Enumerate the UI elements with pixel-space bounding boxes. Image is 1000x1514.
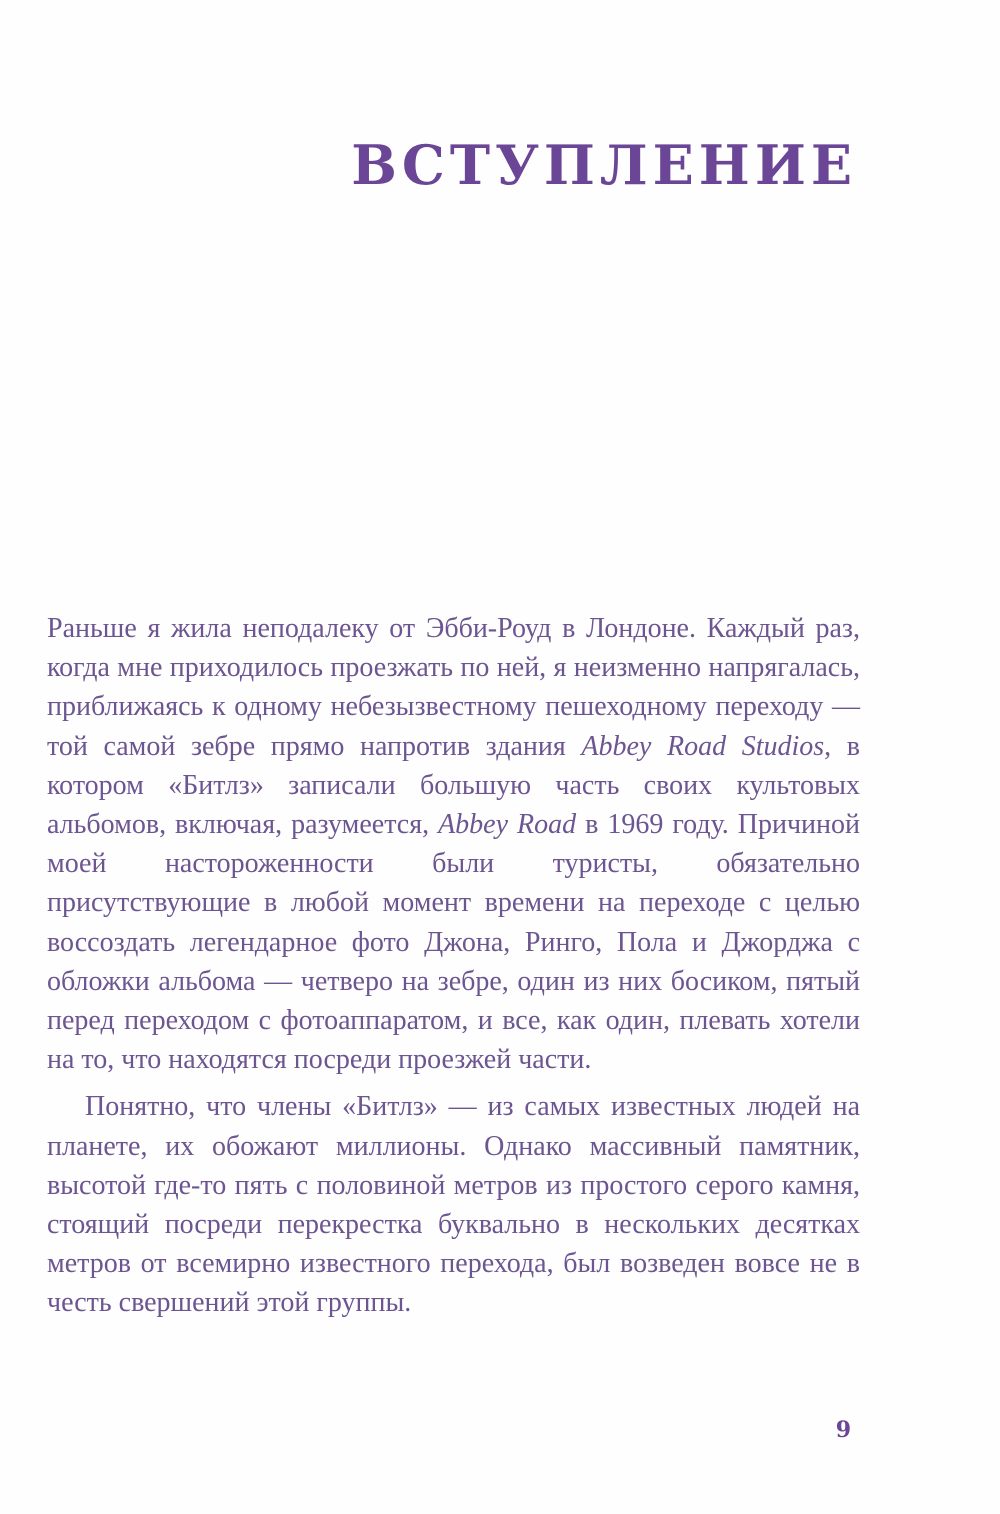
body-text: [47, 609, 860, 1323]
paragraph-1: [47, 609, 860, 1079]
paragraph-1-text: Раньше я жила неподалеку от Эбби-Роуд в Лондоне. Каждый раз, когда мне приходилось проезжать по ней, я неизменно напрягалась, приближаясь к одному небезызвестному пешеходному переходу — той самой зебре прямо напротив здания: [47, 613, 860, 762]
chapter-title: ВСТУПЛЕНИЕ: [351, 133, 857, 197]
paragraph-1-italic-album: Abbey Road: [438, 809, 577, 841]
paragraph-1-text: , в котором «Битлз» записали большую часть своих культовых альбомов, включая, разумеется,: [47, 730, 860, 841]
paragraph-1-italic-studio: Abbey Road Studios: [581, 730, 825, 762]
paragraph-2: [47, 1087, 860, 1322]
page-number: 9: [835, 1417, 851, 1443]
paragraph-2-text: Понятно, что члены «Битлз» — из самых известных людей на планете, их обожают миллионы. Однако массивный памятник, высотой где-то пять с половиной метров из простого серого камня, стоящий посреди перекрестка буквально в нескольких десятках метров от всемирно известного перехода, был возведен вовсе не в честь свершений этой группы.: [47, 1091, 860, 1319]
paragraph-1-text: в 1969 году. Причиной моей настороженности были туристы, обязательно присутствующие в любой момент времени на переходе с целью воссоздать легендарное фото Джона, Ринго, Пола и Джорджа с обложки альбома — четверо на зебре, один из них босиком, пятый перед переходом с фотоаппаратом, и все, как один, плевать хотели на то, что находятся посреди проезжей части.: [47, 809, 860, 1076]
